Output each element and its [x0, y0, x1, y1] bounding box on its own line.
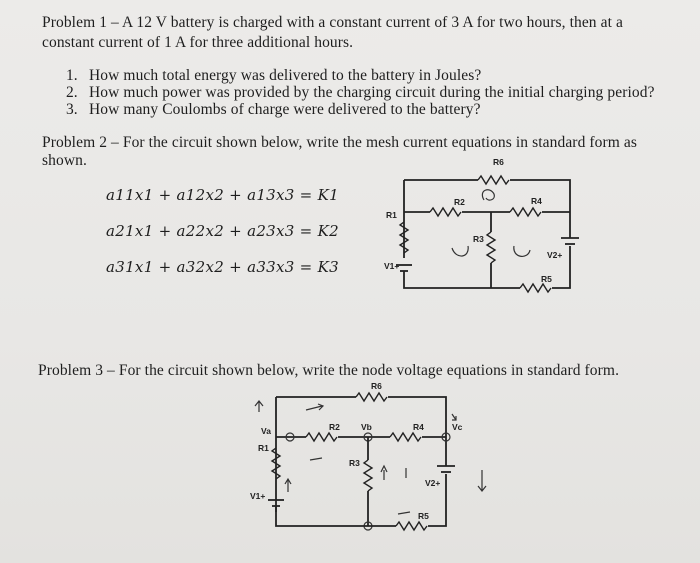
label-r4: R4 [413, 422, 424, 432]
label-r5: R5 [541, 274, 552, 284]
problem2-line1: Problem 2 – For the circuit shown below, write the mesh current equations in standard form as [42, 134, 638, 151]
resistor-r6 [356, 393, 387, 401]
label-v2: V2+ [547, 250, 563, 260]
label-vb: Vb [361, 422, 372, 432]
question-text: How much power was provided by the charging circuit during the initial charging period? [89, 84, 655, 101]
label-r1: R1 [258, 443, 269, 453]
label-va: Va [261, 426, 271, 436]
resistor-r3 [364, 460, 372, 491]
label-r4: R4 [531, 196, 542, 206]
question-text: How many Coulombs of charge were delivered to the battery? [89, 101, 481, 118]
mesh-equation-1: a11x1 + a12x2 + a13x3 = K1 [106, 186, 339, 204]
label-r1: R1 [386, 210, 397, 220]
resistor-r5 [396, 522, 427, 530]
label-r3: R3 [473, 234, 484, 244]
problem3-line1: Problem 3 – For the circuit shown below, write the node voltage equations in standard form. [38, 362, 620, 379]
problem2-line2: shown. [42, 152, 87, 169]
problem1-line1: Problem 1 – A 12 V battery is charged with a constant current of 3 A for two hours, then at a [42, 14, 623, 31]
question-number: 3. [66, 101, 78, 118]
question-number: 1. [66, 67, 78, 84]
label-r2: R2 [454, 197, 465, 207]
question-number: 2. [66, 84, 78, 101]
label-r3: R3 [349, 458, 360, 468]
label-r2: R2 [329, 422, 340, 432]
question-text: How much total energy was delivered to the battery in Joules? [89, 67, 482, 84]
problem1-line2: constant current of 1 A for three additional hours. [42, 34, 354, 51]
resistor-r2 [306, 433, 337, 441]
mesh-equation-3: a31x1 + a32x2 + a33x3 = K3 [106, 258, 339, 276]
mesh-equation-2: a21x1 + a22x2 + a23x3 = K2 [106, 222, 339, 240]
label-v1: V1+ [384, 261, 400, 271]
label-vc: Vc [452, 422, 463, 432]
label-r6: R6 [371, 381, 382, 391]
label-v2: V2+ [425, 478, 441, 488]
label-v1: V1+ [250, 491, 266, 501]
label-r6: R6 [493, 157, 504, 167]
label-r5: R5 [418, 511, 429, 521]
resistor-r4 [390, 433, 421, 441]
